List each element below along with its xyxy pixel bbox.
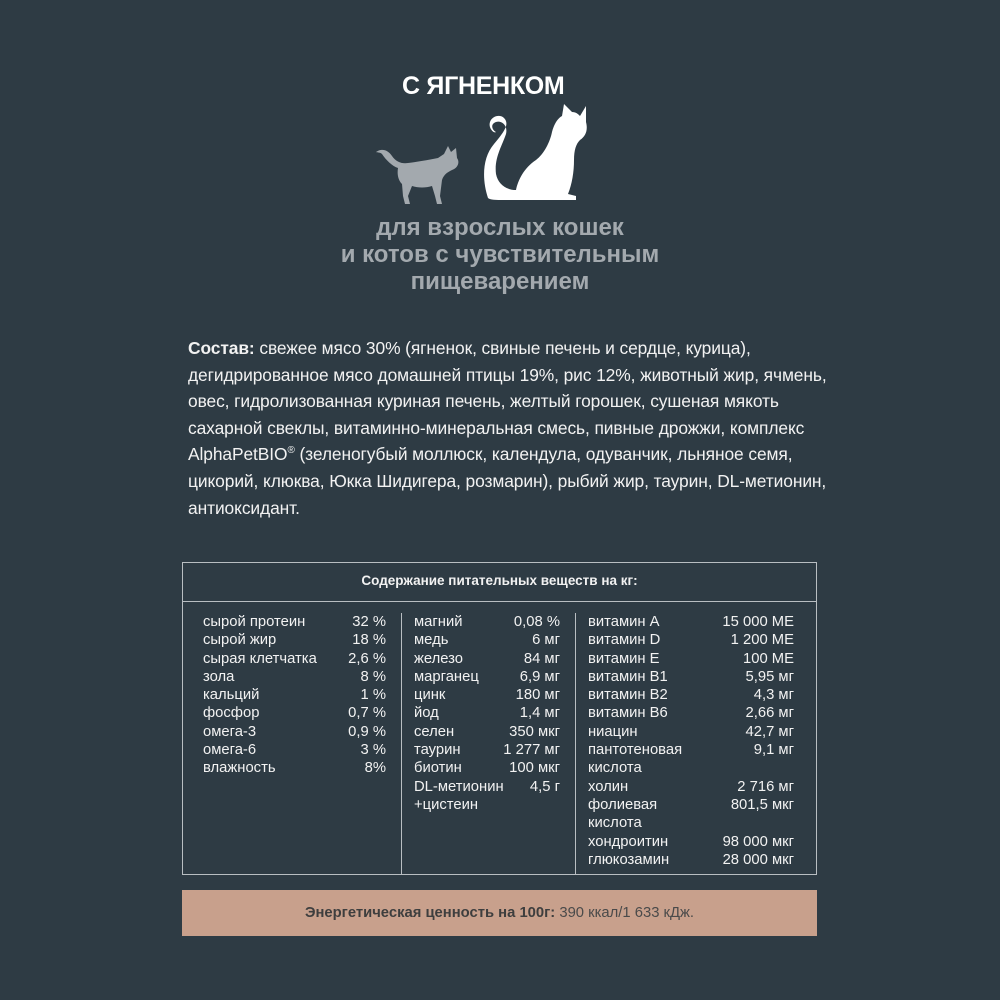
nutrient-row bbox=[576, 723, 819, 741]
energy-label: Энергетическая ценность на 100г: bbox=[304, 905, 556, 921]
nutrient-name: кислота bbox=[588, 815, 642, 832]
nutrient-name: сырой протеин bbox=[203, 614, 306, 630]
nutrient-value: 350 мкг bbox=[509, 723, 560, 740]
nutrient-row bbox=[576, 851, 819, 869]
nutrient-name: магний bbox=[414, 614, 463, 630]
nutrient-name: марганец bbox=[414, 668, 479, 685]
nutrient-name: ниацин bbox=[588, 723, 638, 740]
nutrient-row bbox=[183, 613, 401, 631]
nutrient-value: 18 % bbox=[352, 632, 386, 649]
nutrient-row bbox=[183, 704, 401, 722]
cat-icon bbox=[480, 100, 590, 200]
nutrient-row bbox=[402, 778, 576, 796]
nutrient-value: 1 200 МЕ bbox=[730, 632, 794, 649]
nutrient-name: зола bbox=[203, 668, 235, 685]
nutrient-row bbox=[576, 759, 819, 777]
nutrient-value: 1 277 мг bbox=[503, 742, 560, 759]
nutrient-row bbox=[576, 704, 819, 722]
composition-label: Состав: bbox=[188, 338, 255, 358]
nutrient-value: 801,5 мкг bbox=[730, 796, 794, 813]
subtitle-line-3: пищеварением bbox=[410, 268, 590, 295]
nutrients-header: Содержание питательных веществ на кг: bbox=[183, 563, 816, 602]
nutrient-row bbox=[183, 686, 401, 704]
nutrient-value: 4,3 мг bbox=[753, 687, 794, 704]
nutrient-value: 2 716 мг bbox=[737, 778, 794, 795]
nutrients-column-1 bbox=[183, 613, 401, 778]
nutrient-value: 5,95 мг bbox=[745, 668, 794, 685]
nutrient-name: фосфор bbox=[203, 705, 260, 722]
nutrient-name: сырой жир bbox=[203, 632, 277, 649]
nutrient-row bbox=[402, 686, 576, 704]
nutrient-name: пантотеновая bbox=[588, 742, 683, 759]
nutrient-row bbox=[576, 796, 819, 814]
subtitle-line-2: и котов с чувствительным bbox=[340, 241, 660, 268]
nutrient-row bbox=[402, 741, 576, 759]
nutrient-row bbox=[402, 759, 576, 777]
nutrient-name: холин bbox=[588, 778, 629, 795]
nutrient-name: цинк bbox=[414, 687, 446, 704]
nutrient-name: витамин В2 bbox=[588, 687, 668, 704]
nutrient-value: 0,7 % bbox=[348, 705, 386, 722]
product-subtitle bbox=[250, 214, 750, 295]
nutrient-value: 32 % bbox=[352, 614, 386, 630]
nutrient-row bbox=[576, 814, 819, 832]
nutrient-value: 6 мг bbox=[532, 632, 560, 649]
nutrient-row bbox=[402, 723, 576, 741]
composition-body-2: (зеленогубый моллюск, календула, одуванчик, льняное семя, цикорий, клюква, Юкка Шидигера, розмарин), рыбий жир, таурин, DL-метионин, антиоксидант. bbox=[188, 444, 827, 518]
nutrient-name: сырая клетчатка bbox=[203, 650, 317, 667]
nutrient-name: железо bbox=[414, 650, 464, 667]
nutrient-row bbox=[183, 759, 401, 777]
nutrient-value: 28 000 мкг bbox=[722, 851, 794, 868]
nutrient-row bbox=[576, 631, 819, 649]
nutrient-value: 9,1 мг bbox=[753, 742, 794, 759]
composition-text bbox=[188, 335, 828, 521]
nutrient-value: 100 МЕ bbox=[743, 650, 794, 667]
nutrient-value: 1 % bbox=[360, 687, 386, 704]
registered-mark: ® bbox=[287, 445, 295, 457]
nutrient-value: 3 % bbox=[360, 742, 386, 759]
nutrient-value: 100 мкг bbox=[509, 760, 560, 777]
nutrient-name: кальций bbox=[203, 687, 260, 704]
nutrient-value: 8% bbox=[364, 760, 386, 777]
nutrient-row bbox=[183, 650, 401, 668]
nutrient-row bbox=[183, 723, 401, 741]
nutrient-row bbox=[402, 631, 576, 649]
nutrient-value: 2,6 % bbox=[348, 650, 386, 667]
nutrient-row bbox=[576, 686, 819, 704]
nutrient-value: 0,08 % bbox=[513, 614, 560, 630]
nutrient-value: 0,9 % bbox=[348, 723, 386, 740]
product-title: С ЯГНЕНКОМ bbox=[402, 72, 565, 100]
nutrient-name: +цистеин bbox=[414, 796, 479, 813]
composition-body-1: свежее мясо 30% (ягненок, свиные печень и сердце, курица), дегидрированное мясо домашней птицы 19%, рис 12%, животный жир, ячмень, овес, гидролизованная куриная печень, желтый горошек, сушеная мякоть сахарной свеклы, витаминно-минеральная смесь, пивные дрожжи, комплекс AlphaPetBIO bbox=[188, 338, 827, 465]
nutrient-name: медь bbox=[414, 632, 449, 649]
nutrient-name: кислота bbox=[588, 760, 642, 777]
nutrient-row bbox=[576, 778, 819, 796]
nutrient-value: 42,7 мг bbox=[745, 723, 794, 740]
nutrient-name: хондроитин bbox=[588, 833, 669, 850]
nutrient-row bbox=[183, 631, 401, 649]
nutrient-row bbox=[183, 741, 401, 759]
nutrient-name: витамин А bbox=[588, 614, 660, 630]
kitten-icon bbox=[374, 140, 464, 210]
nutrient-value: 98 000 мкг bbox=[722, 833, 794, 850]
nutrient-name: фолиевая bbox=[588, 796, 658, 813]
nutrient-value: 15 000 МЕ bbox=[722, 614, 794, 630]
nutrient-name: витамин D bbox=[588, 632, 661, 649]
nutrient-name: йод bbox=[414, 705, 439, 722]
nutrient-value: 6,9 мг bbox=[519, 668, 560, 685]
nutrient-name: влажность bbox=[203, 760, 276, 777]
nutrient-row bbox=[402, 704, 576, 722]
nutrient-name: омега-3 bbox=[203, 723, 257, 740]
nutrient-row bbox=[576, 668, 819, 686]
nutrient-row bbox=[576, 833, 819, 851]
nutrients-table bbox=[182, 562, 817, 875]
nutrients-column-2 bbox=[401, 613, 576, 875]
nutrient-row bbox=[576, 613, 819, 631]
nutrient-value: 4,5 г bbox=[529, 778, 560, 795]
energy-value-bar bbox=[182, 890, 817, 936]
nutrient-value: 8 % bbox=[360, 668, 386, 685]
nutrient-name: глюкозамин bbox=[588, 851, 670, 868]
nutrient-row bbox=[576, 741, 819, 759]
nutrient-name: витамин В1 bbox=[588, 668, 668, 685]
nutrient-name: витамин В6 bbox=[588, 705, 668, 722]
nutrient-name: селен bbox=[414, 723, 455, 740]
nutrient-name: витамин Е bbox=[588, 650, 660, 667]
nutrient-row bbox=[183, 668, 401, 686]
nutrients-column-3 bbox=[575, 613, 819, 875]
nutrient-value: 1,4 мг bbox=[519, 705, 560, 722]
nutrient-name: DL-метионин bbox=[414, 778, 504, 795]
nutrient-name: биотин bbox=[414, 760, 462, 777]
nutrient-name: омега-6 bbox=[203, 742, 257, 759]
subtitle-line-1: для взрослых кошек bbox=[376, 214, 624, 241]
nutrient-row bbox=[402, 796, 576, 814]
nutrient-row bbox=[402, 650, 576, 668]
nutrient-row bbox=[402, 668, 576, 686]
nutrient-row bbox=[402, 613, 576, 631]
nutrient-row bbox=[576, 650, 819, 668]
energy-value: 390 ккал/1 633 кДж. bbox=[555, 905, 695, 921]
nutrient-value: 2,66 мг bbox=[745, 705, 794, 722]
nutrient-name: таурин bbox=[414, 742, 461, 759]
nutrient-value: 84 мг bbox=[523, 650, 560, 667]
nutrient-value: 180 мг bbox=[515, 687, 560, 704]
